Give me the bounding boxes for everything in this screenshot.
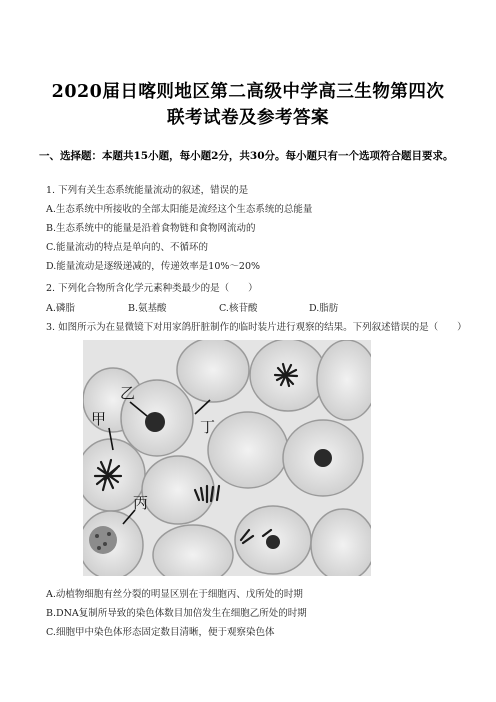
cell-ellipse xyxy=(142,456,214,524)
question-3-option-c: C.细胞甲中染色体形态固定数目清晰，便于观察染色体 xyxy=(46,627,275,638)
question-1-stem: 1. 下列有关生态系统能量流动的叙述，错误的是 xyxy=(46,185,249,196)
micrograph-figure xyxy=(83,340,371,576)
nucleus xyxy=(266,535,280,549)
figure-label-jia: 甲 xyxy=(91,410,107,428)
cell-ellipse xyxy=(153,525,233,576)
question-1-option-b: B.生态系统中的能量是沿着食物链和食物网流动的 xyxy=(46,223,256,234)
figure-label-yi: 乙 xyxy=(120,384,136,402)
question-2-option-b: B.氨基酸 xyxy=(128,303,167,314)
question-1-option-a: A.生态系统中所接收的全部太阳能是流经这个生态系统的总能量 xyxy=(46,204,313,215)
chromatin-dot xyxy=(97,546,101,550)
cell-ellipse xyxy=(317,340,371,420)
question-2-option-c: C.核苷酸 xyxy=(219,303,258,314)
figure-label-bing: 丙 xyxy=(133,494,149,512)
question-2-option-a: A.磷脂 xyxy=(46,303,75,314)
question-1-option-c: C.能量流动的特点是单向的、不循环的 xyxy=(46,242,208,253)
question-3-stem: 3. 如图所示为在显微镜下对用家鸽肝脏制作的临时装片进行观察的结果。下列叙述错误的是（ ） xyxy=(46,322,467,333)
chromatin-dot xyxy=(107,532,111,536)
figure-label-ding: 丁 xyxy=(200,418,216,436)
chromatin-dot xyxy=(95,534,99,538)
nucleus xyxy=(314,449,332,467)
chromatin-dot xyxy=(103,542,107,546)
question-3-option-b: B.DNA复制所导致的染色体数目加倍发生在细胞乙所处的时期 xyxy=(46,608,307,619)
question-1-option-d: D.能量流动是逐级递减的，传递效率是10%～20% xyxy=(46,261,261,272)
title-line-1: 2020届日喀则地区第二高级中学高三生物第四次 xyxy=(51,82,445,102)
nucleus-yi xyxy=(145,412,165,432)
cell-ellipse xyxy=(177,340,249,402)
cell-ellipse xyxy=(311,509,371,576)
chromatin-bing xyxy=(89,526,117,554)
question-2-option-d: D.脂肪 xyxy=(309,303,339,314)
question-2-stem: 2. 下列化合物所含化学元素种类最少的是（ ） xyxy=(46,283,258,294)
chromatin-mass xyxy=(89,526,117,554)
micrograph-svg xyxy=(83,340,371,576)
title-line-2: 联考试卷及参考答案 xyxy=(167,108,329,128)
question-3-option-a: A.动植物细胞有丝分裂的明显区别在于细胞丙、戊所处的时期 xyxy=(46,589,303,600)
section-heading: 一、选择题：本题共15小题，每小题2分，共30分。每小题只有一个选项符合题目要求。 xyxy=(39,150,454,162)
cell-ellipse xyxy=(208,412,288,488)
